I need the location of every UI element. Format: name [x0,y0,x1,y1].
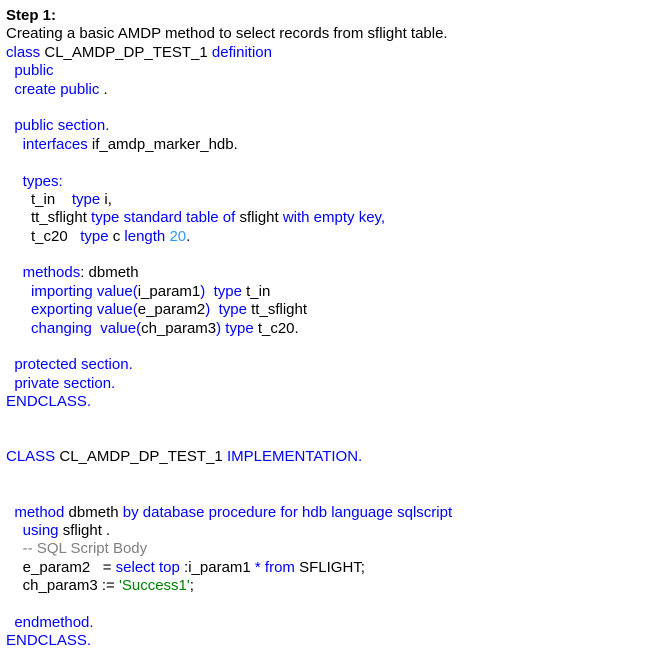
code-token: e_param2 = [6,558,116,576]
code-line [6,430,452,448]
code-line [6,338,452,356]
code-line [6,614,452,632]
code-token: -- SQL Script Body [6,540,148,558]
code-token: tt_sflight [6,209,92,227]
code-token: CL_AMDP_DP_TEST_1 [55,448,227,466]
code-token: 'Success1' [118,577,190,595]
code-token: e_param2 [137,301,206,319]
code-token: private section. [6,374,116,392]
code-token: : dbmeth [80,264,139,282]
code-token: types: [6,172,63,190]
code-token: . [99,80,108,98]
code-token: using [6,521,59,539]
step-heading: Step 1: [6,7,57,24]
code-token: CL_AMDP_DP_TEST_1 [40,43,212,61]
code-line [6,191,452,209]
code-token: IMPLEMENTATION. [226,448,363,466]
code-token: protected section. [6,356,133,374]
code-token: ) type [216,319,254,337]
step-description: Creating a basic AMDP method to select records from sflight table. [6,25,448,43]
code-token: t_in [6,190,72,208]
code-token: t_in [241,282,271,300]
code-line [6,62,452,80]
code-token: sflight [235,209,283,227]
code-token: type [71,190,101,208]
code-token: . [186,227,191,245]
code-line [6,559,452,577]
code-line [6,522,452,540]
code-line [6,632,452,650]
code-line [6,577,452,595]
code-token: * from [254,558,295,576]
code-token: create public [6,80,100,98]
code-token: c [108,227,125,245]
code-token: ENDCLASS. [6,393,92,411]
code-line [6,99,452,117]
code-token: ) type [205,301,247,319]
code-token: method [6,503,65,521]
document [6,7,452,651]
code-block [6,44,452,651]
code-token: ; [189,577,194,595]
code-token: interfaces [6,135,88,153]
code-line [6,117,452,135]
code-token: endmethod. [6,613,94,631]
code-line [6,173,452,191]
code-line [6,412,452,430]
code-line [6,44,452,62]
code-token: length [124,227,166,245]
code-token: public [6,62,54,80]
code-line [6,136,452,154]
code-line [6,301,452,319]
code-token: ch_param3 := [6,577,119,595]
code-line [6,393,452,411]
code-line [6,283,452,301]
code-line [6,467,452,485]
code-line [6,356,452,374]
code-line [6,540,452,558]
code-line [6,504,452,522]
code-token: t_c20 [6,227,81,245]
code-token: t_c20. [253,319,299,337]
code-line [6,596,452,614]
code-token: by database procedure for hdb language sqlscript [122,503,453,521]
code-token: 20 [169,227,187,245]
code-token: definition [211,43,272,61]
code-token: ) type [200,282,242,300]
code-token: :i_param1 [179,558,255,576]
code-line [6,81,452,99]
code-token: methods [6,264,81,282]
code-line [6,228,452,246]
code-line [6,375,452,393]
code-line [6,485,452,503]
code-token: exporting value( [6,301,138,319]
code-token: type [80,227,109,245]
code-token: with empty key, [282,209,386,227]
code-line [6,246,452,264]
code-token: changing value( [6,319,142,337]
code-line [6,209,452,227]
code-token: i_param1 [137,282,201,300]
code-token: i, [100,190,112,208]
code-token: type standard table of [91,209,236,227]
code-token: public section. [6,117,110,135]
code-token: SFLIGHT; [294,558,365,576]
code-token: importing value( [6,282,138,300]
code-line [6,448,452,466]
code-line [6,320,452,338]
code-line [6,264,452,282]
code-line [6,154,452,172]
code-token: CLASS [6,448,56,466]
code-token: select top [115,558,180,576]
code-token: if_amdp_marker_hdb. [87,135,238,153]
code-token: tt_sflight [246,301,307,319]
code-token: sflight . [58,521,111,539]
code-token: dbmeth [64,503,123,521]
code-token: class [6,43,41,61]
code-token: ENDCLASS. [6,632,92,650]
code-token: ch_param3 [141,319,217,337]
